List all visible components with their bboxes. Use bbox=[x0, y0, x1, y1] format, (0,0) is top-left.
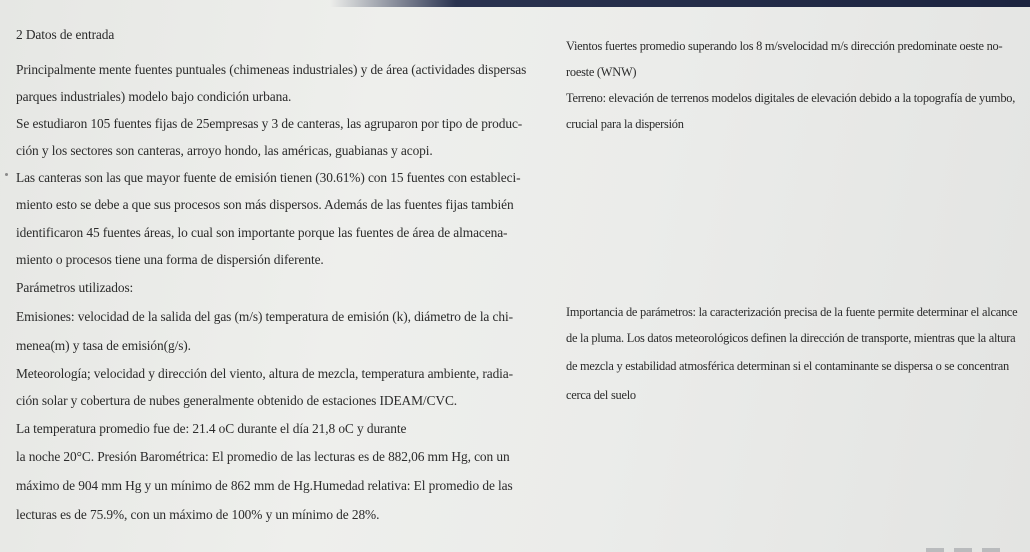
text-line: de mezcla y estabilidad atmosférica determinan si el contaminante se dispersa o se concentran bbox=[566, 359, 1009, 373]
text-line: identificaron 45 fuentes áreas, lo cual son importante porque las fuentes de área de almacena- bbox=[16, 225, 508, 240]
text-line: Principalmente mente fuentes puntuales (chimeneas industriales) y de área (actividades dispersas bbox=[16, 62, 527, 77]
taskbar-strip bbox=[800, 546, 1000, 552]
text-line: lecturas es de 75.9%, con un máximo de 100% y un mínimo de 28%. bbox=[16, 507, 380, 522]
text-line: cerca del suelo bbox=[566, 388, 636, 402]
text-line: ción solar y cobertura de nubes generalmente obtenido de estaciones IDEAM/CVC. bbox=[16, 393, 458, 408]
text-line: Emisiones: velocidad de la salida del gas (m/s) temperatura de emisión (k), diámetro de la chi- bbox=[16, 309, 513, 324]
text-line: Terreno: elevación de terrenos modelos digitales de elevación debido a la topografía de yumbo, bbox=[566, 91, 1016, 105]
taskbar-item bbox=[954, 548, 972, 552]
text-line: menea(m) y tasa de emisión(g/s). bbox=[16, 338, 191, 353]
text-line: La temperatura promedio fue de: 21.4 oC durante el día 21,8 oC y durante bbox=[16, 421, 407, 436]
text-line: Las canteras son las que mayor fuente de emisión tienen (30.61%) con 15 fuentes con estableci- bbox=[16, 170, 521, 185]
taskbar-item bbox=[926, 548, 944, 552]
taskbar-item bbox=[982, 548, 1000, 552]
text-line: miento o procesos tiene una forma de dispersión diferente. bbox=[16, 252, 324, 267]
text-line: parques industriales) modelo bajo condición urbana. bbox=[16, 89, 292, 104]
text-line: miento esto se debe a que sus procesos son más dispersos. Además de las fuentes fijas también bbox=[16, 197, 514, 212]
text-line: de la pluma. Los datos meteorológicos definen la dirección de transporte, mientras que la altura bbox=[566, 331, 1016, 345]
bullet-dot-icon bbox=[5, 173, 8, 176]
text-line: Meteorología; velocidad y dirección del viento, altura de mezcla, temperatura ambiente, radia- bbox=[16, 366, 513, 381]
text-line: crucial para la dispersión bbox=[566, 117, 684, 131]
text-line: la noche 20°C. Presión Barométrica: El promedio de las lecturas es de 882,06 mm Hg, con un bbox=[16, 449, 510, 464]
text-line: ción y los sectores son canteras, arroyo hondo, las américas, guabianas y acopi. bbox=[16, 143, 433, 158]
text-line: Importancia de parámetros: la caracterización precisa de la fuente permite determinar el alcance bbox=[566, 305, 1018, 319]
section-heading: 2 Datos de entrada bbox=[16, 27, 115, 42]
text-line: Se estudiaron 105 fuentes fijas de 25empresas y 3 de canteras, las agruparon por tipo de produc- bbox=[16, 116, 523, 131]
screen-top-edge bbox=[330, 0, 1030, 7]
text-line: Vientos fuertes promedio superando los 8 m/svelocidad m/s dirección predominate oeste no- bbox=[566, 39, 1003, 53]
parameters-heading: Parámetros utilizados: bbox=[16, 280, 134, 295]
text-line: roeste (WNW) bbox=[566, 65, 637, 79]
text-line: máximo de 904 mm Hg y un mínimo de 862 mm de Hg.Humedad relativa: El promedio de las bbox=[16, 478, 513, 493]
